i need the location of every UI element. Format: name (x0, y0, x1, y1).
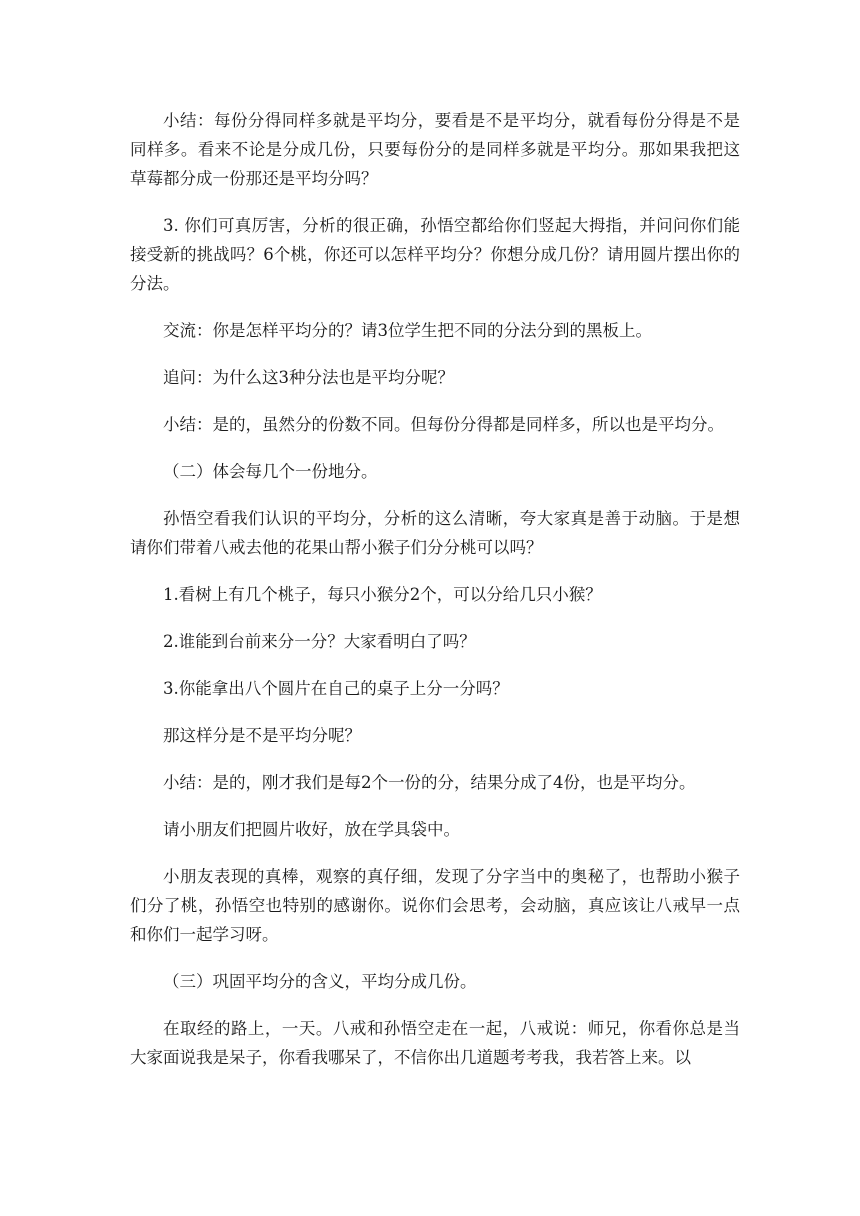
paragraph-summary-3: 小结：是的，刚才我们是每2个一份的分，结果分成了4份，也是平均分。 (163, 773, 696, 792)
paragraph-step-2: 2.谁能到台前来分一分？大家看明白了吗？ (163, 632, 476, 651)
paragraph-follow-up-question: 追问：为什么这3种分法也是平均分呢？ (163, 368, 454, 387)
paragraph-summary-1: 小结：每份分得同样多就是平均分，要看是不是平均分，就看每份分得是不是同样多。看来不论是分成几份，只要每份分的是同样多就是平均分。那如果我把这草莓都分成一份那还是平均分吗？ (130, 111, 740, 188)
paragraph-sun-wukong-intro: 孙悟空看我们认识的平均分，分析的这么清晰，夸大家真是善于动脑。于是想请你们带着八戒去他的花果山帮小猴子们分分桃可以吗？ (130, 509, 740, 557)
paragraph-summary-2: 小结：是的，虽然分的份数不同。但每份分得都是同样多，所以也是平均分。 (163, 415, 724, 434)
paragraph-praise: 小朋友表现的真棒，观察的真仔细，发现了分字当中的奥秘了，也帮助小猴子们分了桃，孙悟空也特别的感谢你。说你们会思考，会动脑，真应该让八戒早一点和你们一起学习呀。 (130, 867, 740, 944)
paragraph-put-away: 请小朋友们把圆片收好，放在学具袋中。 (163, 820, 460, 839)
paragraph-challenge: 3. 你们可真厉害，分析的很正确，孙悟空都给你们竖起大拇指，并问问你们能接受新的挑战吗？6个桃，你还可以怎样平均分？你想分成几份？请用圆片摆出你的分法。 (130, 216, 740, 293)
section-heading-2: （二）体会每几个一份地分。 (163, 462, 378, 481)
paragraph-exchange: 交流：你是怎样平均分的？请3位学生把不同的分法分到的黑板上。 (163, 321, 652, 340)
paragraph-step-3: 3.你能拿出八个圆片在自己的桌子上分一分吗？ (163, 679, 509, 698)
document-body (130, 106, 740, 1090)
paragraph-question: 那这样分是不是平均分呢？ (163, 726, 361, 745)
section-heading-3: （三）巩固平均分的含义，平均分成几份。 (163, 972, 477, 991)
paragraph-journey: 在取经的路上，一天。八戒和孙悟空走在一起，八戒说：师兄，你看你总是当大家面说我是呆子，你看我哪呆了，不信你出几道题考考我，我若答上来。以 (130, 1019, 740, 1067)
paragraph-step-1: 1.看树上有几个桃子，每只小猴分2个，可以分给几只小猴？ (163, 585, 602, 604)
